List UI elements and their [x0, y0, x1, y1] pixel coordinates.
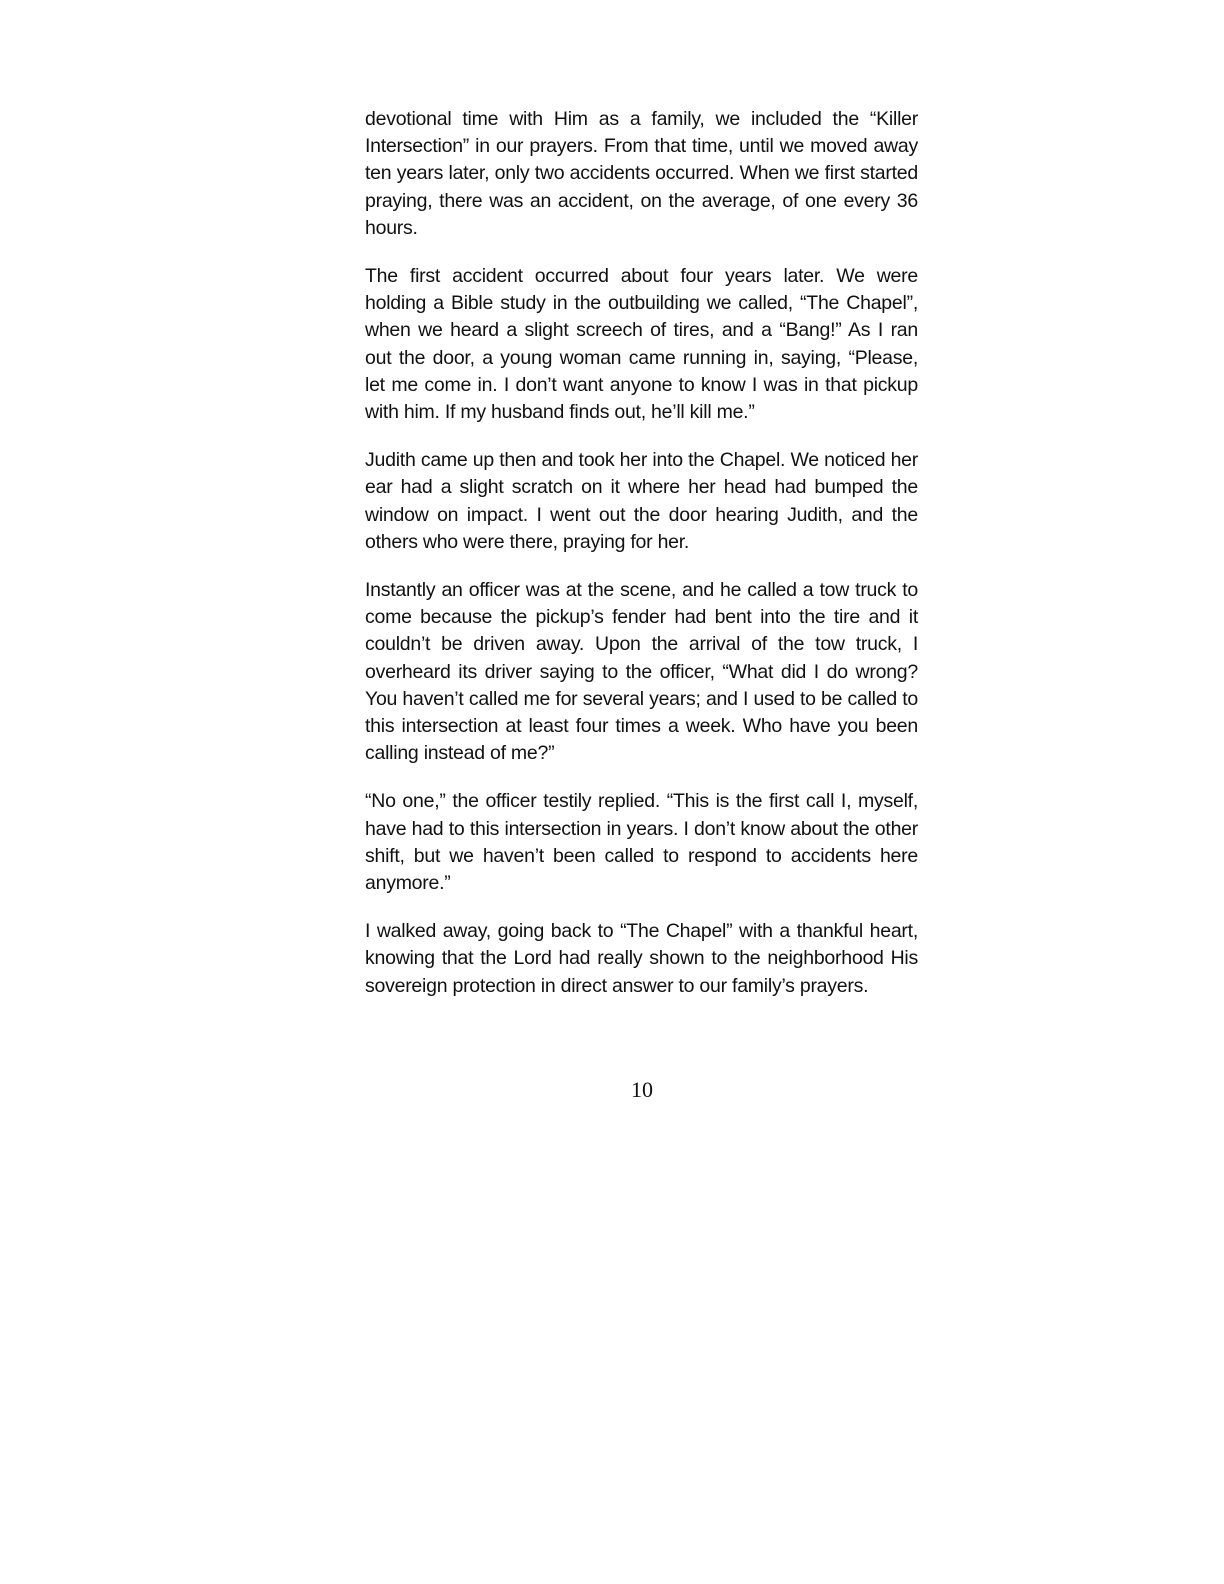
paragraph-5: “No one,” the officer testily replied. “This is the first call I, myself, have had to this intersection in years. I don’t know about the other shift, but we haven’t been called to respond to accidents here anymore.” — [365, 790, 918, 895]
paragraph-4: Instantly an officer was at the scene, and he called a tow truck to come because the pickup’s fender had bent into the tire and it couldn’t be driven away. Upon the arrival of the tow truck, I overheard its driver saying to the officer, “What did I do wrong? You haven’t called me for several years; and I used to be called to this intersection at least four times a week. Who have you been calling instead of me?” — [365, 579, 918, 765]
body-text — [365, 106, 918, 1021]
paragraph-2: The first accident occurred about four years later. We were holding a Bible study in the outbuilding we called, “The Chapel”, when we heard a slight screech of tires, and a “Bang!” As I ran out the door, a young woman came running in, saying, “Please, let me come in. I don’t want anyone to know I was in that pickup with him. If my husband finds out, he’ll kill me.” — [365, 265, 918, 424]
paragraph-1: devotional time with Him as a family, we included the “Killer Intersection” in our prayers. From that time, until we moved away ten years later, only two accidents occurred. When we first started praying, there was an accident, on the average, of one every 36 hours. — [365, 108, 918, 239]
page-number: 10 — [631, 1077, 653, 1102]
paragraph-6: I walked away, going back to “The Chapel” with a thankful heart, knowing that the Lord had really shown to the neighborhood His sovereign protection in direct answer to our family’s prayers. — [365, 920, 918, 997]
paragraph-3: Judith came up then and took her into the Chapel. We noticed her ear had a slight scratch on it where her head had bumped the window on impact. I went out the door hearing Judith, and the others who were there, praying for her. — [365, 449, 918, 553]
